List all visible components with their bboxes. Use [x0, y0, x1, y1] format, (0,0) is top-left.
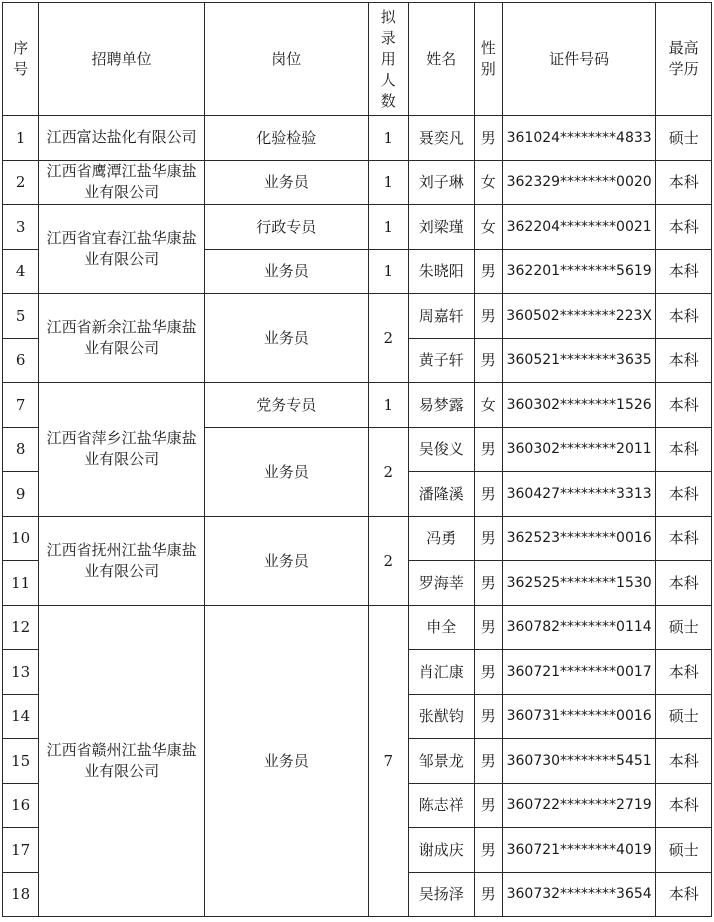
- edu-cell: 硕士: [656, 605, 712, 650]
- edu-cell: 本科: [656, 383, 712, 428]
- name-cell: 陈志祥: [408, 783, 474, 828]
- row-no: 12: [3, 605, 39, 650]
- gender-cell: 男: [474, 561, 502, 606]
- name-cell: 罗海莘: [408, 561, 474, 606]
- gender-cell: 男: [474, 650, 502, 695]
- id-cell: 362329********0020: [502, 160, 656, 205]
- gender-cell: 女: [474, 160, 502, 205]
- gender-cell: 女: [474, 383, 502, 428]
- edu-cell: 本科: [656, 472, 712, 517]
- recruitment-table: [2, 2, 712, 917]
- header-count: 拟录用人数: [368, 3, 408, 116]
- name-cell: 肖汇康: [408, 650, 474, 695]
- gender-cell: 男: [474, 783, 502, 828]
- edu-cell: 本科: [656, 516, 712, 561]
- row-no: 17: [3, 828, 39, 873]
- row-no: 8: [3, 427, 39, 472]
- name-cell: 潘隆溪: [408, 472, 474, 517]
- header-row: [3, 3, 712, 116]
- id-cell: 360502********223X: [502, 294, 656, 339]
- name-cell: 刘梁瑾: [408, 205, 474, 250]
- name-cell: 邹景龙: [408, 739, 474, 784]
- gender-cell: 男: [474, 739, 502, 784]
- row-no: 13: [3, 650, 39, 695]
- post-cell: 党务专员: [204, 383, 368, 428]
- count-cell: 1: [368, 383, 408, 428]
- id-cell: 360302********2011: [502, 427, 656, 472]
- post-cell: 行政专员: [204, 205, 368, 250]
- id-cell: 360732********3654: [502, 872, 656, 917]
- name-cell: 周嘉轩: [408, 294, 474, 339]
- unit-cell: 江西省宜春江盐华康盐业有限公司: [39, 205, 205, 294]
- row-no: 18: [3, 872, 39, 917]
- gender-cell: 男: [474, 249, 502, 294]
- row-no: 9: [3, 472, 39, 517]
- edu-cell: 本科: [656, 205, 712, 250]
- table-row: [3, 160, 712, 205]
- row-no: 7: [3, 383, 39, 428]
- header-unit: 招聘单位: [39, 3, 205, 116]
- table-row: [3, 116, 712, 161]
- count-cell: 2: [368, 427, 408, 516]
- count-cell: 2: [368, 294, 408, 383]
- row-no: 4: [3, 249, 39, 294]
- id-cell: 360722********2719: [502, 783, 656, 828]
- edu-cell: 本科: [656, 294, 712, 339]
- id-cell: 360721********4019: [502, 828, 656, 873]
- name-cell: 吴俊义: [408, 427, 474, 472]
- post-cell: 业务员: [204, 294, 368, 383]
- edu-cell: 硕士: [656, 694, 712, 739]
- id-cell: 360731********0016: [502, 694, 656, 739]
- edu-cell: 本科: [656, 561, 712, 606]
- edu-cell: 本科: [656, 783, 712, 828]
- edu-cell: 本科: [656, 249, 712, 294]
- post-cell: 业务员: [204, 605, 368, 917]
- row-no: 5: [3, 294, 39, 339]
- name-cell: 冯勇: [408, 516, 474, 561]
- gender-cell: 男: [474, 472, 502, 517]
- gender-cell: 男: [474, 828, 502, 873]
- gender-cell: 男: [474, 294, 502, 339]
- id-cell: 362204********0021: [502, 205, 656, 250]
- name-cell: 申全: [408, 605, 474, 650]
- count-cell: 1: [368, 249, 408, 294]
- table-row: [3, 605, 712, 650]
- post-cell: 业务员: [204, 516, 368, 605]
- id-cell: 362523********0016: [502, 516, 656, 561]
- edu-cell: 硕士: [656, 116, 712, 161]
- count-cell: 1: [368, 116, 408, 161]
- id-cell: 360721********0017: [502, 650, 656, 695]
- post-cell: 化验检验: [204, 116, 368, 161]
- gender-cell: 男: [474, 694, 502, 739]
- header-post: 岗位: [204, 3, 368, 116]
- id-cell: 360782********0114: [502, 605, 656, 650]
- id-cell: 360427********3313: [502, 472, 656, 517]
- row-no: 16: [3, 783, 39, 828]
- gender-cell: 男: [474, 338, 502, 383]
- edu-cell: 硕士: [656, 828, 712, 873]
- header-edu: 最高学历: [656, 3, 712, 116]
- post-cell: 业务员: [204, 160, 368, 205]
- id-cell: 360730********5451: [502, 739, 656, 784]
- edu-cell: 本科: [656, 427, 712, 472]
- name-cell: 黄子轩: [408, 338, 474, 383]
- edu-cell: 本科: [656, 338, 712, 383]
- id-cell: 361024********4833: [502, 116, 656, 161]
- header-id: 证件号码: [502, 3, 656, 116]
- id-cell: 362525********1530: [502, 561, 656, 606]
- name-cell: 刘子琳: [408, 160, 474, 205]
- name-cell: 聂奕凡: [408, 116, 474, 161]
- edu-cell: 本科: [656, 872, 712, 917]
- id-cell: 360302********1526: [502, 383, 656, 428]
- unit-cell: 江西富达盐化有限公司: [39, 116, 205, 161]
- row-no: 6: [3, 338, 39, 383]
- table-row: [3, 294, 712, 339]
- gender-cell: 男: [474, 516, 502, 561]
- unit-cell: 江西省鹰潭江盐华康盐业有限公司: [39, 160, 205, 205]
- row-no: 15: [3, 739, 39, 784]
- gender-cell: 男: [474, 872, 502, 917]
- table-row: [3, 205, 712, 250]
- row-no: 1: [3, 116, 39, 161]
- table-row: [3, 516, 712, 561]
- name-cell: 吴扬泽: [408, 872, 474, 917]
- post-cell: 业务员: [204, 427, 368, 516]
- count-cell: 1: [368, 205, 408, 250]
- header-name: 姓名: [408, 3, 474, 116]
- count-cell: 1: [368, 160, 408, 205]
- unit-cell: 江西省新余江盐华康盐业有限公司: [39, 294, 205, 383]
- count-cell: 2: [368, 516, 408, 605]
- row-no: 2: [3, 160, 39, 205]
- gender-cell: 男: [474, 427, 502, 472]
- gender-cell: 男: [474, 605, 502, 650]
- edu-cell: 本科: [656, 739, 712, 784]
- unit-cell: 江西省萍乡江盐华康盐业有限公司: [39, 383, 205, 517]
- row-no: 10: [3, 516, 39, 561]
- edu-cell: 本科: [656, 160, 712, 205]
- name-cell: 易梦露: [408, 383, 474, 428]
- edu-cell: 本科: [656, 650, 712, 695]
- name-cell: 张猷钧: [408, 694, 474, 739]
- gender-cell: 男: [474, 116, 502, 161]
- header-no: 序号: [3, 3, 39, 116]
- row-no: 3: [3, 205, 39, 250]
- id-cell: 360521********3635: [502, 338, 656, 383]
- count-cell: 7: [368, 605, 408, 917]
- name-cell: 朱晓阳: [408, 249, 474, 294]
- post-cell: 业务员: [204, 249, 368, 294]
- name-cell: 谢成庆: [408, 828, 474, 873]
- header-gender: 性别: [474, 3, 502, 116]
- table-row: [3, 383, 712, 428]
- row-no: 14: [3, 694, 39, 739]
- unit-cell: 江西省抚州江盐华康盐业有限公司: [39, 516, 205, 605]
- gender-cell: 女: [474, 205, 502, 250]
- id-cell: 362201********5619: [502, 249, 656, 294]
- row-no: 11: [3, 561, 39, 606]
- unit-cell: 江西省赣州江盐华康盐业有限公司: [39, 605, 205, 917]
